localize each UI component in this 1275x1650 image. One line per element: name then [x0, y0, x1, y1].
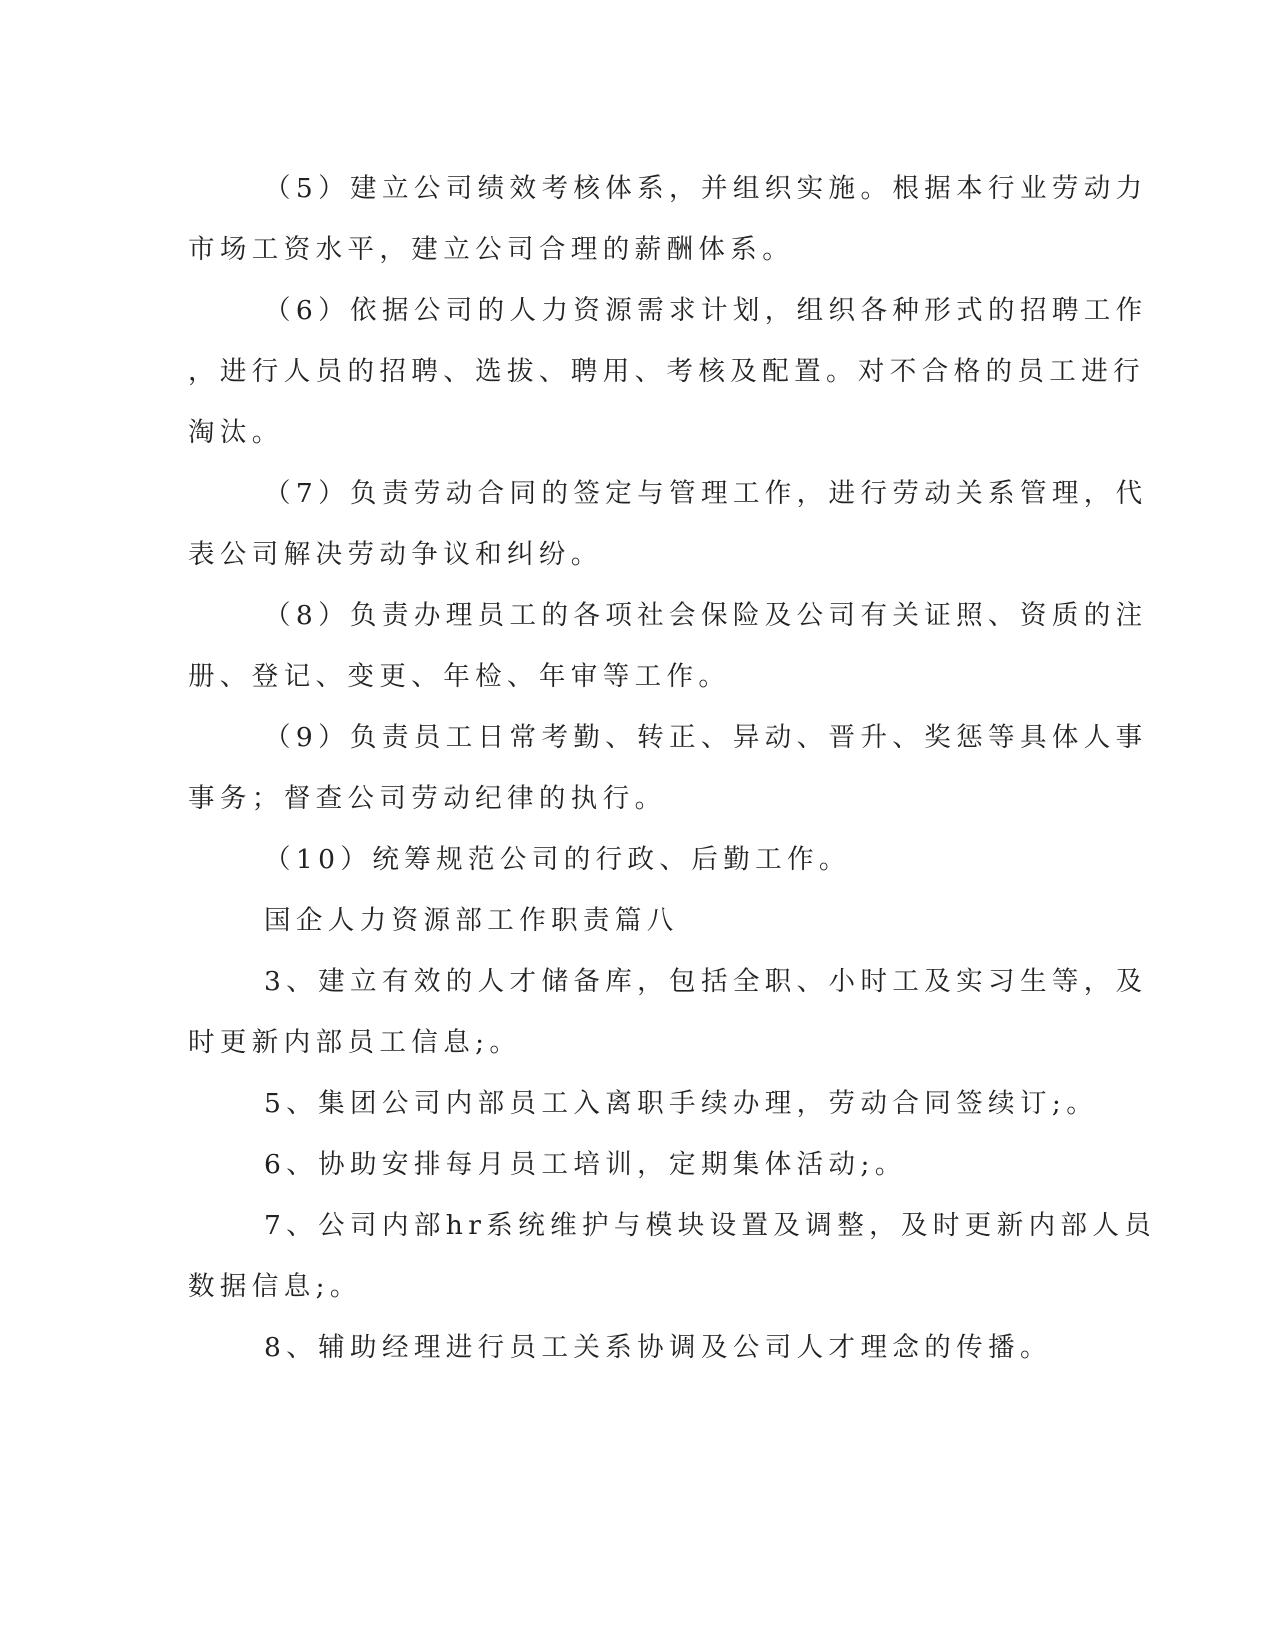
paragraph-line: （9）负责员工日常考勤、转正、异动、晋升、奖惩等具体人事 — [264, 722, 1148, 753]
list-item-8 — [188, 1317, 1064, 1378]
paragraph-line: 5、集团公司内部员工入离职手续办理，劳动合同签续订;。 — [264, 1088, 1099, 1119]
paragraph-line: 3、建立有效的人才储备库，包括全职、小时工及实习生等，及 — [264, 966, 1148, 997]
paragraph-line: 淘汰。 — [188, 417, 284, 448]
paragraph-line: （10）统筹规范公司的行政、后勤工作。 — [264, 844, 851, 875]
paragraph-line: 数据信息;。 — [188, 1271, 362, 1302]
paragraph-item-6 — [188, 280, 1148, 463]
paragraph-line: 时更新内部员工信息;。 — [188, 1027, 522, 1058]
paragraph-line: 事务；督查公司劳动纪律的执行。 — [188, 783, 667, 814]
list-item-5 — [188, 1073, 1099, 1134]
list-item-6 — [188, 1134, 1064, 1195]
paragraph-item-9 — [188, 707, 1148, 829]
paragraph-line: （8）负责办理员工的各项社会保险及公司有关证照、资质的注 — [264, 600, 1148, 631]
paragraph-line: （7）负责劳动合同的签定与管理工作，进行劳动关系管理，代 — [264, 478, 1148, 509]
paragraph-item-5 — [188, 158, 1148, 280]
paragraph-item-8 — [188, 585, 1148, 707]
paragraph-line: 表公司解决劳动争议和纠纷。 — [188, 539, 603, 570]
list-item-3 — [188, 951, 1148, 1073]
document-body — [188, 158, 1157, 1378]
paragraph-item-7 — [188, 463, 1148, 585]
paragraph-line: 册、登记、变更、年检、年审等工作。 — [188, 661, 731, 692]
list-item-7 — [188, 1195, 1157, 1317]
paragraph-line: （6）依据公司的人力资源需求计划，组织各种形式的招聘工作 — [264, 295, 1148, 326]
paragraph-line: 7、公司内部hr系统维护与模块设置及调整，及时更新内部人员 — [264, 1210, 1157, 1241]
paragraph-line: 6、协助安排每月员工培训，定期集体活动;。 — [264, 1149, 907, 1180]
paragraph-item-10 — [188, 829, 1064, 890]
paragraph-line: ，进行人员的招聘、选拔、聘用、考核及配置。对不合格的员工进行 — [188, 356, 1145, 387]
section-heading — [188, 890, 1064, 951]
paragraph-line: 市场工资水平，建立公司合理的薪酬体系。 — [188, 234, 795, 265]
section-heading-text: 国企人力资源部工作职责篇八 — [264, 905, 679, 936]
paragraph-line: （5）建立公司绩效考核体系，并组织实施。根据本行业劳动力 — [264, 173, 1148, 204]
paragraph-line: 8、辅助经理进行员工关系协调及公司人才理念的传播。 — [264, 1332, 1052, 1363]
